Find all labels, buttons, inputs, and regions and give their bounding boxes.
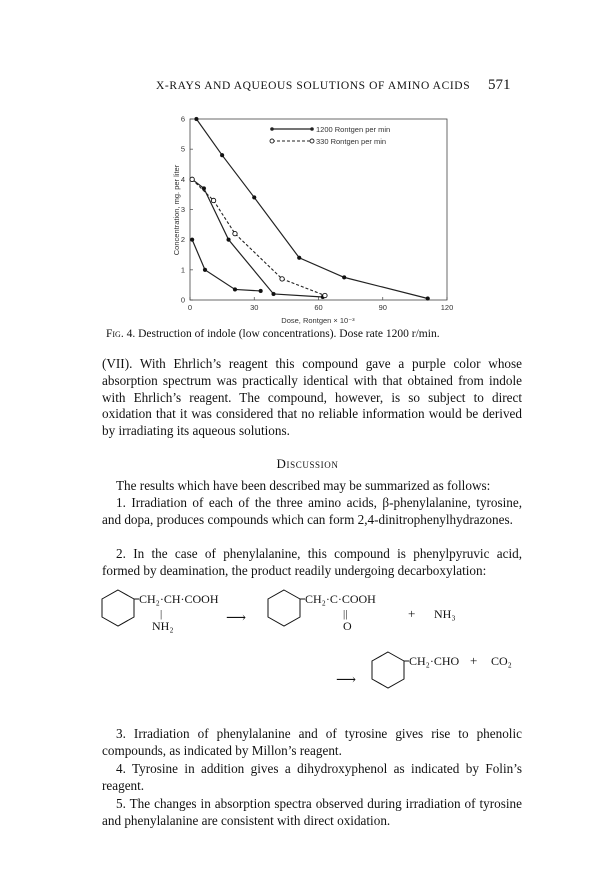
y-tick-label: 5 <box>180 144 185 154</box>
figure-caption-text: Destruction of indole (low concentrations). Dose rate 1200 r/min. <box>138 328 440 340</box>
legend-open-marker-left <box>270 139 274 143</box>
series-1-line <box>196 119 427 298</box>
page-number: 571 <box>488 77 511 93</box>
legend-label-330: 330 Rontgen per min <box>316 137 387 146</box>
y-tick-label: 0 <box>180 295 185 305</box>
figure-caption-label: Fig. 4. <box>106 328 136 340</box>
list-item-2: 2. In the case of phenylalanine, this compound is phenylpyruvic acid, formed by deamination, the product readily undergoing decarboxylation: <box>102 546 522 578</box>
series-3-point <box>323 293 327 297</box>
product-chain: CH₂·C·COOH <box>305 592 376 606</box>
series-2-point <box>272 292 276 296</box>
running-head: X-RAYS AND AQUEOUS SOLUTIONS OF AMINO ACIDS <box>156 80 471 92</box>
indole-destruction-chart <box>160 100 480 325</box>
y-tick-label: 1 <box>180 265 185 275</box>
carbon-dioxide: CO₂ <box>491 654 512 668</box>
list-item-5: 5. The changes in absorption spectra observed during irradiation of tyrosine and phenylalanine are consistent with direct oxidation. <box>102 796 522 828</box>
plus-sign-2: + <box>470 653 478 668</box>
series-1-point <box>426 297 430 301</box>
series-4-point <box>190 238 194 242</box>
legend-solid-marker-right <box>310 127 314 131</box>
y-tick-label: 4 <box>180 174 185 184</box>
series-1-point <box>220 153 224 157</box>
series-3-point <box>233 231 237 235</box>
reactant-vertical-bond: | <box>160 608 163 620</box>
legend-label-1200: 1200 Rontgen per min <box>316 125 391 134</box>
benzene-ring-reactant <box>102 590 134 626</box>
legend-open-marker-right <box>310 139 314 143</box>
product-double-bond: || <box>343 608 348 620</box>
series-2-point <box>202 186 206 190</box>
series-2-line <box>192 179 323 297</box>
series-4-point <box>233 288 237 292</box>
legend <box>270 125 390 146</box>
x-tick-label: 90 <box>378 303 387 312</box>
series-3-point <box>211 198 215 202</box>
series-4-point <box>259 289 263 293</box>
x-tick-label: 30 <box>250 303 259 312</box>
reaction-arrow-2: ⟶ <box>336 673 357 688</box>
summary-intro: The results which have been described may be summarized as follows: <box>116 478 491 493</box>
series-1-point <box>252 196 256 200</box>
benzene-ring-product <box>268 590 300 626</box>
series-3-point <box>280 277 284 281</box>
x-tick-label: 60 <box>314 303 323 312</box>
x-tick-label: 120 <box>440 303 454 312</box>
plus-sign-1: + <box>408 606 416 621</box>
y-tick-label: 2 <box>180 235 185 245</box>
section-heading-discussion: Discussion <box>276 456 339 471</box>
series-1-point <box>297 256 301 260</box>
series-3-line <box>192 179 325 295</box>
legend-solid-marker-left <box>270 127 274 131</box>
x-tick-label: 0 <box>187 303 193 312</box>
reaction-scheme <box>98 588 538 723</box>
benzene-ring-final <box>372 652 404 688</box>
x-axis-label: Dose, Rontgen × 10⁻³ <box>281 316 355 325</box>
series-1-point <box>195 117 199 121</box>
reactant-chain: CH₂·CH·COOH <box>139 592 219 606</box>
reactant-amino-group: NH₂ <box>152 619 174 633</box>
final-chain: CH₂·CHO <box>409 654 460 668</box>
series-4-point <box>203 268 207 272</box>
list-item-4: 4. Tyrosine in addition gives a dihydroxyphenol as indicated by Folin’s reagent. <box>102 761 522 793</box>
series-2-point <box>227 238 231 242</box>
y-axis-label: Concentration, mg. per liter <box>172 164 181 256</box>
list-item-3: 3. Irradiation of phenylalanine and of tyrosine gives rise to phenolic compounds, as indicated by Millon’s reagent. <box>102 726 522 758</box>
product-oxygen: O <box>343 619 352 633</box>
y-tick-label: 6 <box>180 114 185 124</box>
ammonia: NH₃ <box>434 607 456 621</box>
y-tick-label: 3 <box>180 205 185 214</box>
paragraph-vii: (VII). With Ehrlich’s reagent this compound gave a purple color whose absorption spectrum was practically identical with that obtained from indole with Ehrlich’s reagent. The compound, however, is so subject to direct oxidation that it was considered that no reliable information would be derived by irradiating its aqueous solutions. <box>102 356 522 439</box>
plot-frame <box>190 119 447 300</box>
series-3-point <box>190 177 194 181</box>
reaction-arrow-1: ⟶ <box>226 611 247 626</box>
series-1-point <box>342 275 346 279</box>
list-item-1: 1. Irradiation of each of the three amino acids, β-phenylalanine, tyrosine, and dopa, produces compounds which can form 2,4-dinitrophenylhydrazones. <box>102 495 522 527</box>
figure-caption <box>106 328 440 340</box>
